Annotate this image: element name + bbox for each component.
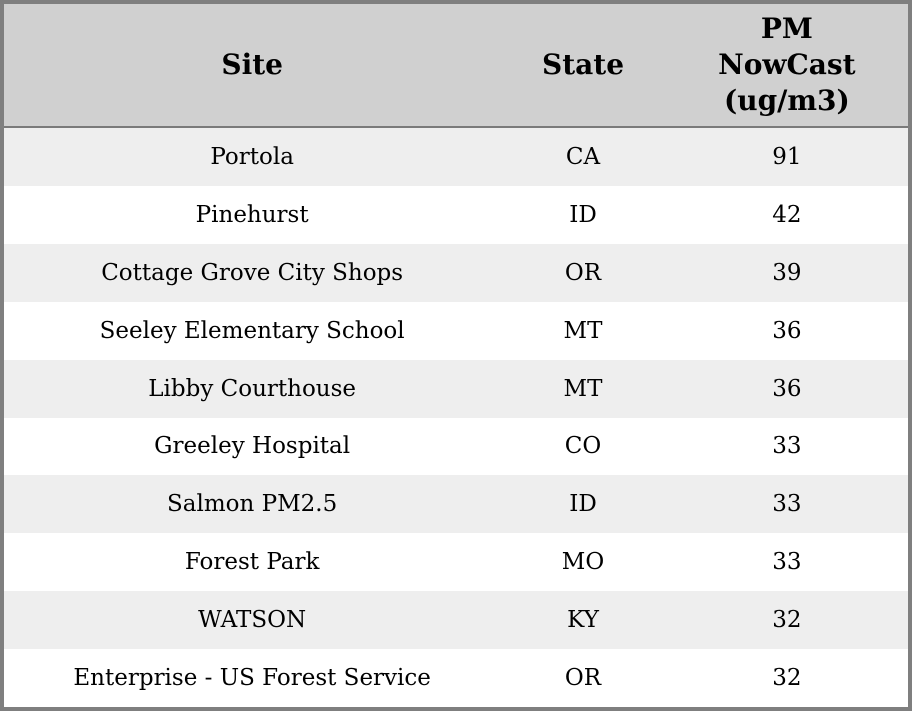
table-row (4, 186, 908, 244)
pm-nowcast-cell: 36 (772, 317, 802, 344)
site-cell: Pinehurst (195, 201, 309, 228)
pm-nowcast-cell: 33 (772, 433, 802, 460)
column-header-site-label: Site (221, 48, 283, 82)
pm-nowcast-cell: 33 (772, 549, 802, 576)
table-body (4, 127, 908, 707)
state-cell: MT (563, 317, 603, 344)
site-cell: Seeley Elementary School (99, 317, 405, 344)
table-row (4, 418, 908, 476)
table-header-row (4, 4, 908, 127)
pm-nowcast-table (4, 4, 908, 707)
state-cell: ID (569, 491, 597, 518)
state-cell: OR (564, 259, 602, 286)
column-header-state (500, 4, 665, 127)
table-row (4, 533, 908, 591)
state-cell: ID (569, 201, 597, 228)
state-cell: MO (561, 549, 605, 576)
column-header-pm-nowcast (666, 4, 908, 127)
site-cell: Cottage Grove City Shops (101, 259, 404, 286)
pm-nowcast-cell: 33 (772, 491, 802, 518)
pm-nowcast-cell: 32 (772, 665, 802, 692)
table-row (4, 591, 908, 649)
pm-nowcast-cell: 36 (772, 375, 802, 402)
site-cell: Portola (210, 143, 294, 170)
site-cell: WATSON (198, 607, 307, 634)
pm-nowcast-cell: 39 (772, 259, 802, 286)
column-header-site (4, 4, 500, 127)
site-cell: Forest Park (184, 549, 320, 576)
column-header-pm-nowcast-label: PM NowCast (ug/m3) (718, 12, 856, 117)
site-cell: Libby Courthouse (148, 375, 357, 402)
table-row (4, 360, 908, 418)
state-cell: CO (564, 433, 602, 460)
pm-nowcast-cell: 42 (772, 201, 802, 228)
site-cell: Greeley Hospital (154, 433, 351, 460)
pm-nowcast-cell: 32 (772, 607, 802, 634)
state-cell: CA (565, 143, 601, 170)
state-cell: KY (567, 607, 599, 634)
table-row (4, 127, 908, 186)
column-header-state-label: State (541, 48, 625, 82)
state-cell: MT (563, 375, 603, 402)
table-row (4, 649, 908, 707)
table-row (4, 475, 908, 533)
pm-nowcast-cell: 91 (772, 143, 802, 170)
table-row (4, 244, 908, 302)
state-cell: OR (564, 665, 602, 692)
table-header (4, 4, 908, 127)
site-cell: Enterprise - US Forest Service (73, 665, 431, 692)
table-row (4, 302, 908, 360)
site-cell: Salmon PM2.5 (167, 491, 338, 518)
